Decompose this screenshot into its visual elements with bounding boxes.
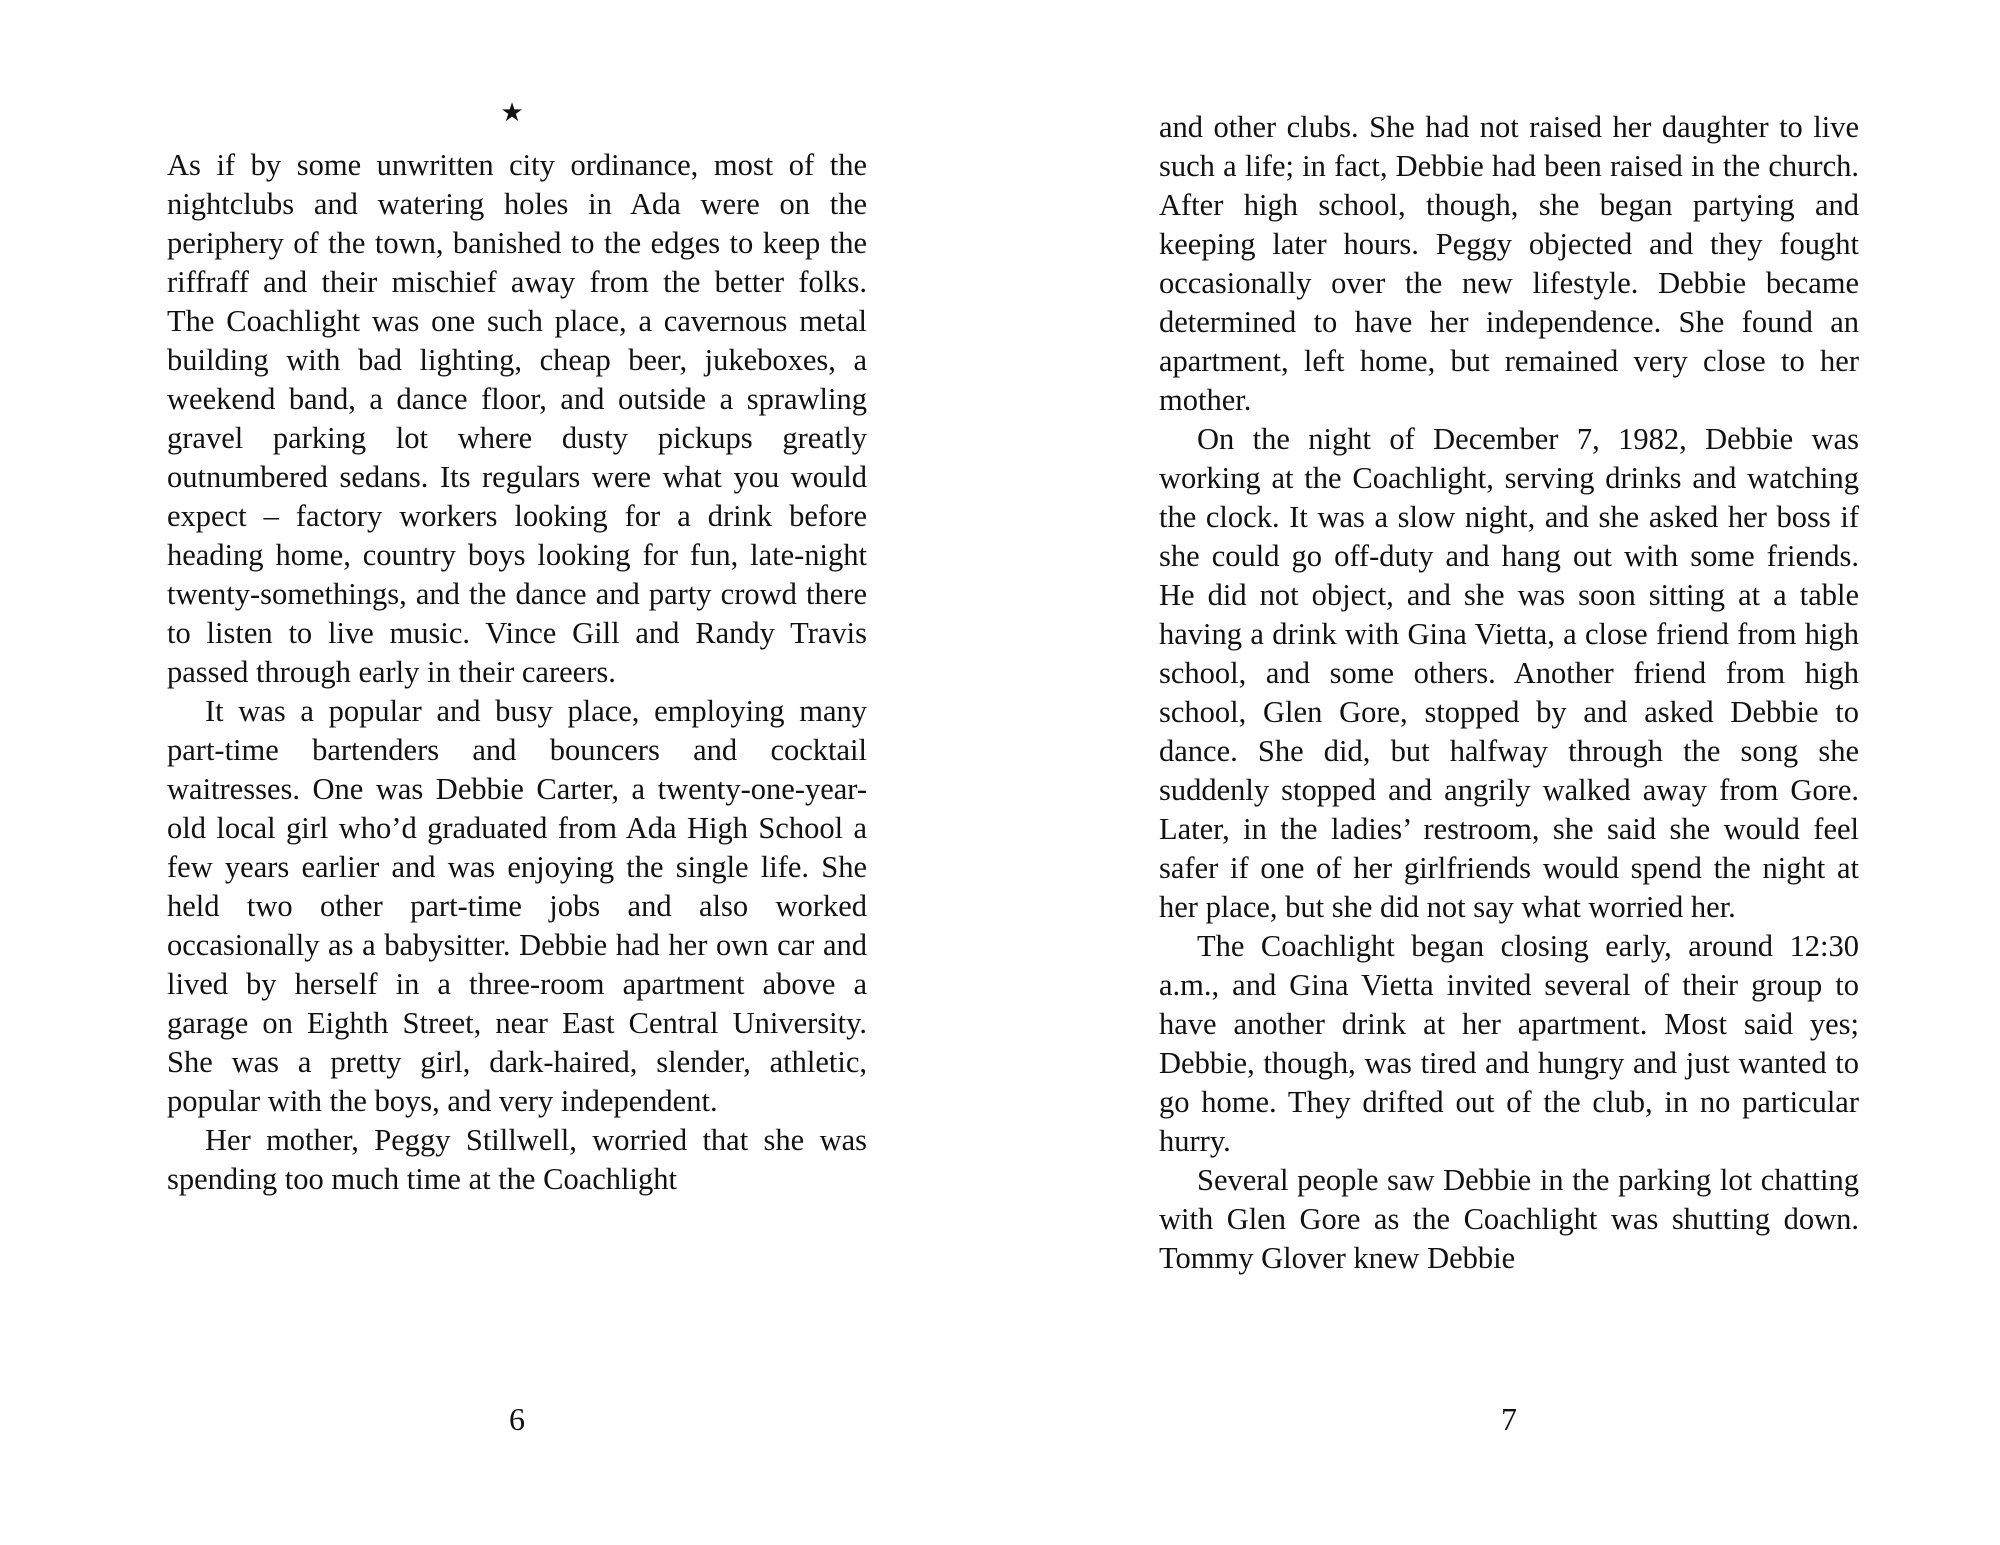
right-paragraph-4: Several people saw Debbie in the parking lot chatting with Glen Gore as the Coachlight was shutting down. Tommy Glover knew Debbie bbox=[1159, 1163, 1859, 1275]
left-page-body bbox=[167, 146, 867, 1199]
left-paragraph-3: Her mother, Peggy Stillwell, worried that she was spending too much time at the Coachlight bbox=[167, 1123, 867, 1196]
right-paragraph-3: The Coachlight began closing early, around 12:30 a.m., and Gina Vietta invited several of their group to have another drink at her apartment. Most said yes; Debbie, though, was tired and hungry and just wanted to go home. They drifted out of the club, in no particular hurry. bbox=[1159, 929, 1859, 1158]
section-break-star-icon: ★ bbox=[500, 98, 524, 127]
right-paragraph-1: and other clubs. She had not raised her daughter to live such a life; in fact, Debbie had been raised in the church. After high school, though, she began partying and keeping later hours. Peggy objected and they fought occasionally over the new lifestyle. Debbie became determined to have her independence. She found an apartment, left home, but remained very close to her mother. bbox=[1159, 110, 1859, 417]
left-paragraph-1: As if by some unwritten city ordinance, most of the nightclubs and watering holes in Ada were on the periphery of the town, banished to the edges to keep the riffraff and their mischief away from the better folks. The Coachlight was one such place, a cavernous metal building with bad lighting, cheap beer, jukeboxes, a weekend band, a dance floor, and outside a sprawling gravel parking lot where dusty pickups greatly outnumbered sedans. Its regulars were what you would expect – factory workers looking for a drink before heading home, country boys looking for fun, late-night twenty-somethings, and the dance and party crowd there to listen to live music. Vince Gill and Randy Travis passed through early in their careers. bbox=[167, 148, 867, 689]
right-page-number: 7 bbox=[1501, 1401, 1517, 1437]
right-paragraph-2: On the night of December 7, 1982, Debbie was working at the Coachlight, serving drinks and watching the clock. It was a slow night, and she asked her boss if she could go off-duty and hang out with some friends. He did not object, and she was soon sitting at a table having a drink with Gina Vietta, a close friend from high school, and some others. Another friend from high school, Glen Gore, stopped by and asked Debbie to dance. She did, but halfway through the song she suddenly stopped and angrily walked away from Gore. Later, in the ladies’ restroom, she said she would feel safer if one of her girlfriends would spend the night at her place, but she did not say what worried her. bbox=[1159, 422, 1859, 924]
left-page-number: 6 bbox=[509, 1401, 525, 1437]
left-paragraph-2: It was a popular and busy place, employing many part-time bartenders and bouncers and cocktail waitresses. One was Debbie Carter, a twenty-one-year-old local girl who’d graduated from Ada High School a few years earlier and was enjoying the single life. She held two other part-time jobs and also worked occasionally as a babysitter. Debbie had her own car and lived by herself in a three-room apartment above a garage on Eighth Street, near East Central University. She was a pretty girl, dark-haired, slender, athletic, popular with the boys, and very independent. bbox=[167, 694, 867, 1118]
right-page-body bbox=[1159, 108, 1859, 1278]
